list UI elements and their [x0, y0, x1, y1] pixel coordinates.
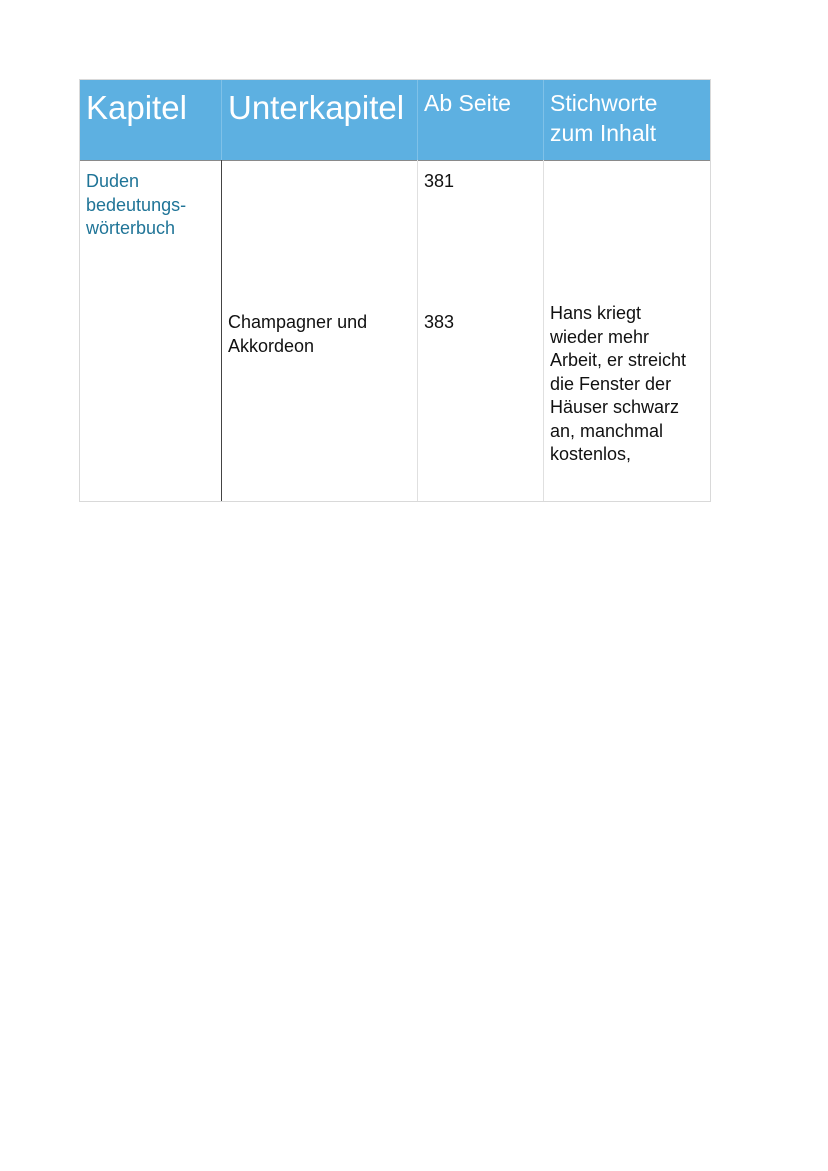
column-divider [221, 80, 222, 160]
keywords-line: an, manchmal [550, 420, 664, 441]
header-kapitel: Kapitel [86, 89, 187, 126]
keywords-line: Arbeit, er streicht [550, 350, 687, 370]
column-divider [417, 160, 418, 501]
keywords-line: wieder mehr [550, 326, 650, 347]
column-divider [543, 160, 544, 501]
chapter-link-duden[interactable] [86, 170, 186, 241]
table-header [80, 80, 710, 161]
keywords-line: Häuser schwarz [550, 397, 680, 417]
header-unterkapitel: Unterkapitel [228, 89, 405, 126]
column-divider [417, 80, 418, 160]
keywords-text [550, 302, 686, 467]
subchapter-line: Akkordeon [228, 335, 315, 356]
chapter-line: wörterbuch [86, 218, 176, 238]
column-divider [221, 160, 222, 501]
page-number-381: 381 [424, 171, 455, 191]
keywords-line: Hans kriegt [550, 303, 642, 323]
keywords-line: kostenlos, [550, 444, 632, 464]
page-number-383: 383 [424, 312, 455, 332]
header-stichworte-line1: Stichworte [550, 90, 658, 116]
header-ab-seite: Ab Seite [424, 90, 511, 116]
chapter-line: bedeutungs- [86, 194, 187, 215]
content-table [79, 79, 711, 502]
header-stichworte [544, 80, 710, 160]
header-stichworte-line2: zum Inhalt [550, 120, 657, 146]
keywords-line: die Fenster der [550, 373, 672, 394]
chapter-line: Duden [86, 171, 140, 191]
subchapter-champagner [228, 311, 367, 358]
column-divider [543, 80, 544, 160]
subchapter-line: Champagner und [228, 312, 368, 332]
